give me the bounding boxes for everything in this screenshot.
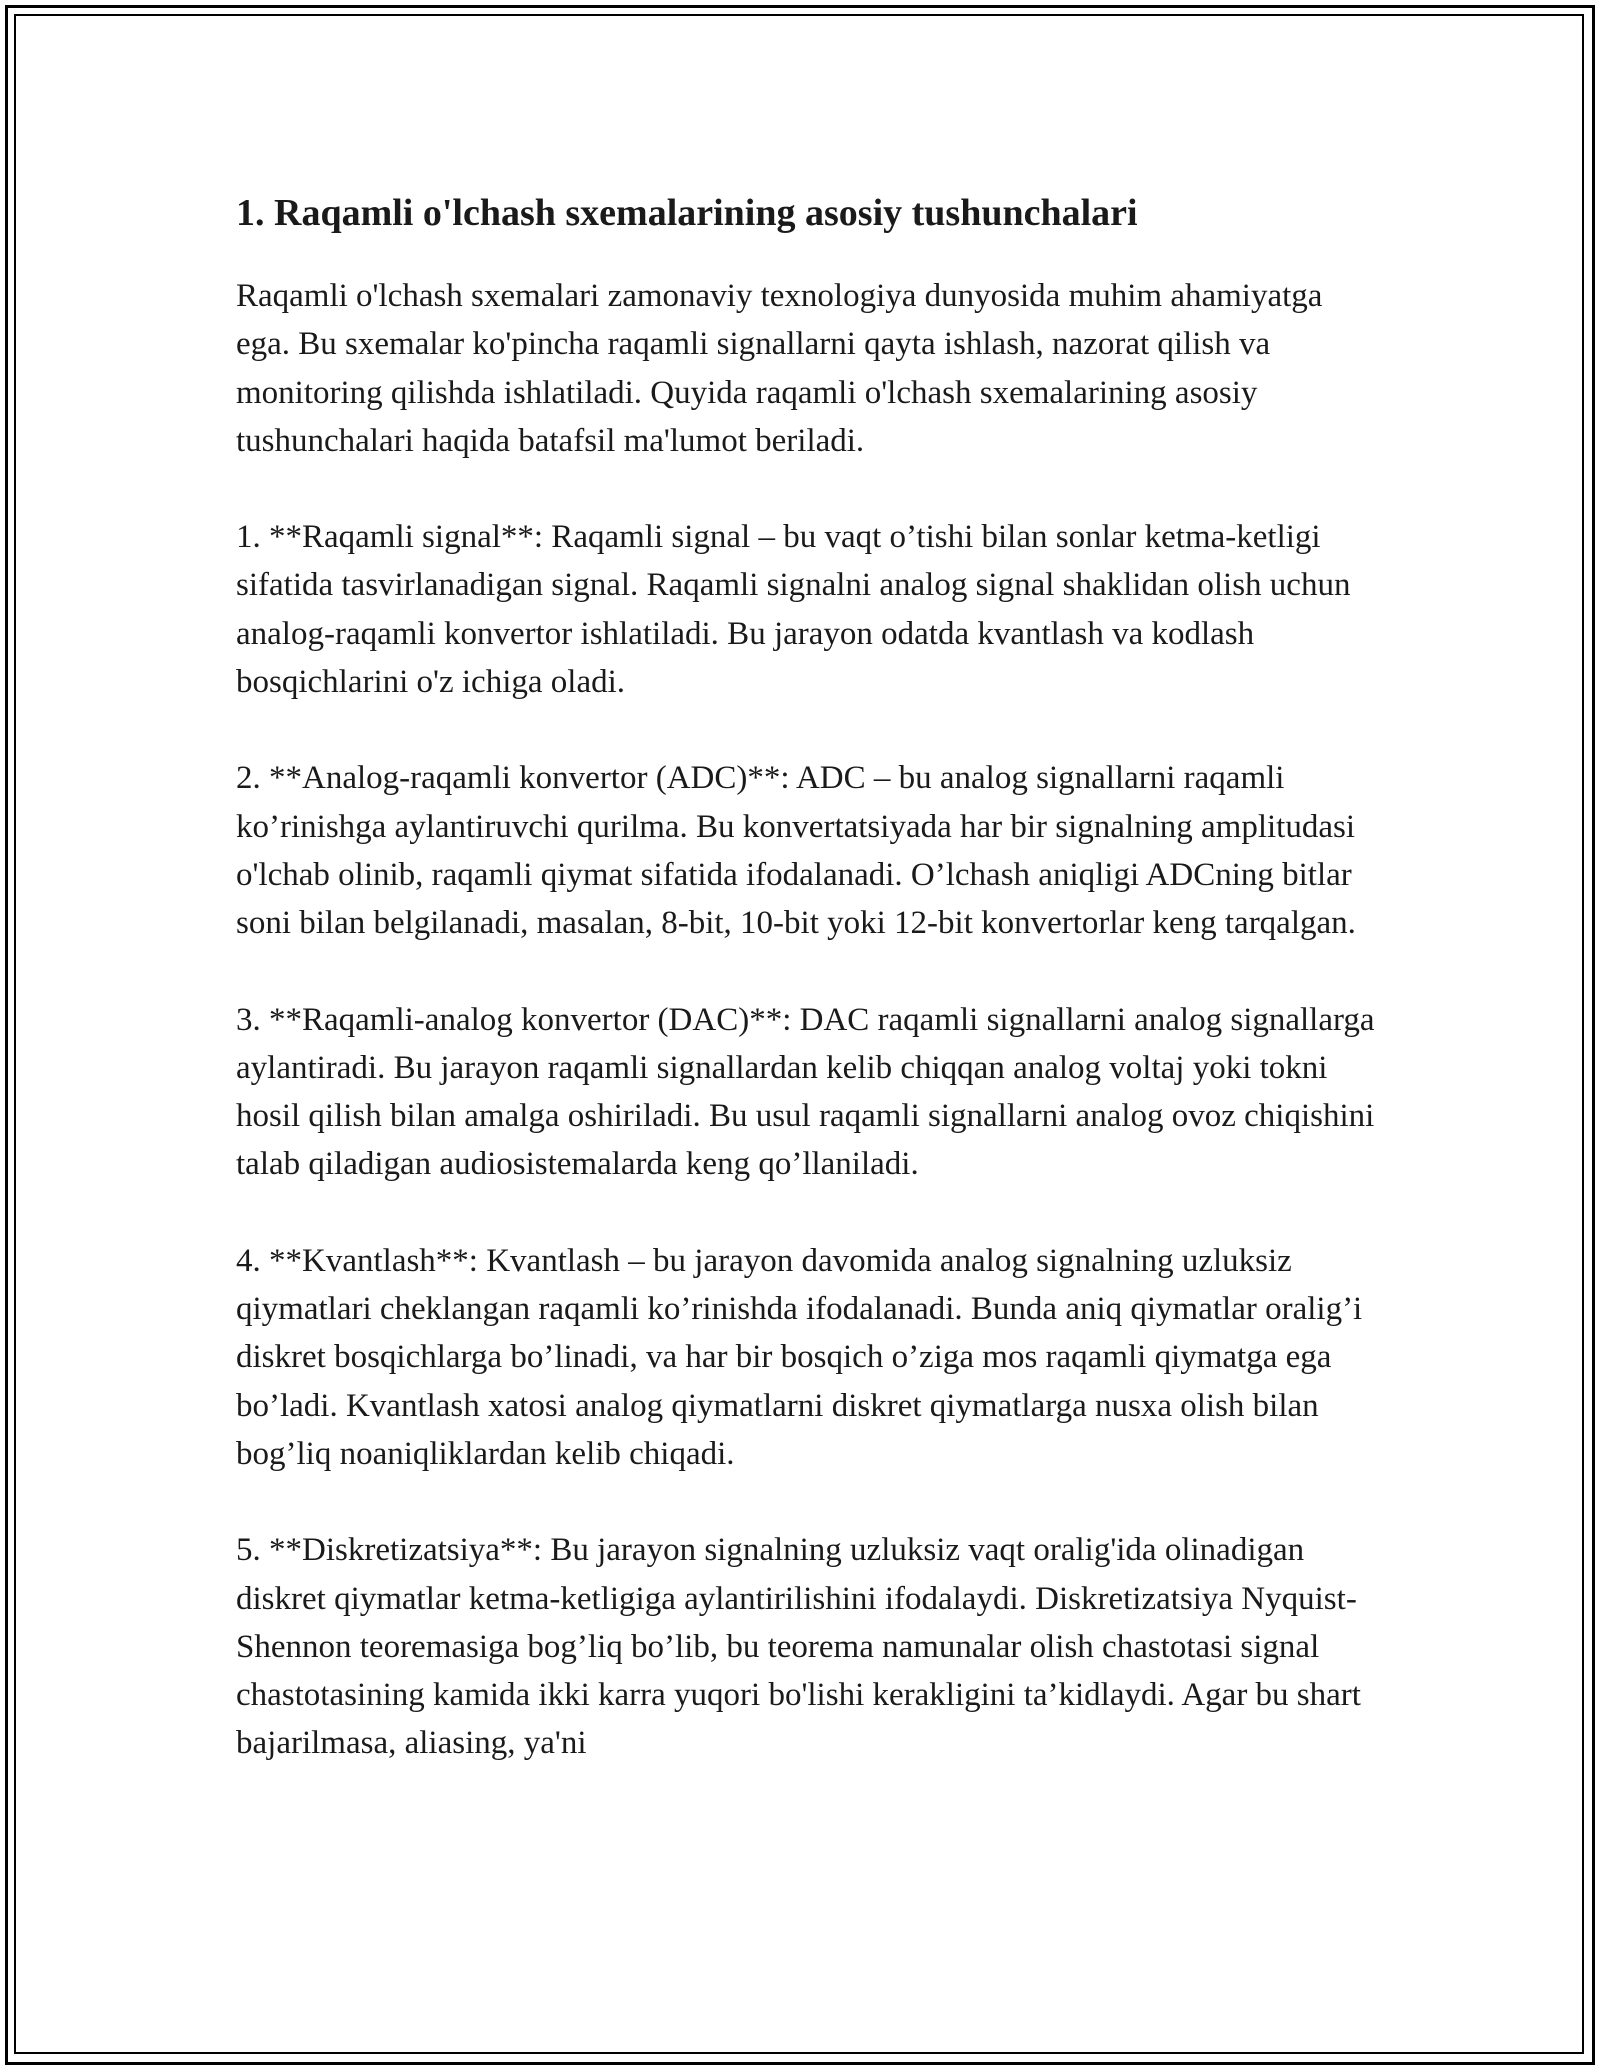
section-heading: 1. Raqamli o'lchash sxemalarining asosiy tushunchalari (236, 192, 1138, 234)
paragraph-adc: 2. **Analog-raqamli konvertor (ADC)**: ADC – bu analog signallarni raqamli ko’rinishga aylantiruvchi qurilma. Bu konvertatsiyada har bir signalning amplitudasi o'lchab olinib, raqamli qiymat sifatida ifodalanadi. O’lchash aniqligi ADCning bitlar soni bilan belgilanadi, masalan, 8-bit, 10-bit yoki 12-bit konvertorlar keng tarqalgan. (236, 760, 1356, 942)
document-body (236, 180, 1376, 1816)
paragraph-dac: 3. **Raqamli-analog konvertor (DAC)**: DAC raqamli signallarni analog signallarga aylantiradi. Bu jarayon raqamli signallardan kelib chiqqan analog voltaj yoki tokni hosil qilish bilan amalga oshiriladi. Bu usul raqamli signallarni analog ovoz chiqishini talab qiladigan audiosistemalarda keng qo’llaniladi. (236, 1001, 1375, 1183)
paragraph-diskretizatsiya: 5. **Diskretizatsiya**: Bu jarayon signalning uzluksiz vaqt oralig'ida olinadigan diskret qiymatlar ketma-ketligiga aylantirilishini ifodalaydi. Diskretizatsiya Nyquist-Shennon teoremasiga bog’liq bo’lib, bu teorema namunalar olish chastotasi signal chastotasining kamida ikki karra yuqori bo'lishi kerakligini ta’kidlaydi. Agar bu shart bajarilmasa, aliasing, ya'ni (236, 1532, 1361, 1762)
paragraph-kvantlash: 4. **Kvantlash**: Kvantlash – bu jarayon davomida analog signalning uzluksiz qiymatlari cheklangan raqamli ko’rinishda ifodalanadi. Bunda aniq qiymatlar oralig’i diskret bosqichlarga bo’linadi, va har bir bosqich o’ziga mos raqamli qiymatga ega bo’ladi. Kvantlash xatosi analog qiymatlarni diskret qiymatlarga nusxa olish bilan bog’liq noaniqliklardan kelib chiqadi. (236, 1242, 1363, 1472)
paragraph-raqamli-signal: 1. **Raqamli signal**: Raqamli signal – bu vaqt o’tishi bilan sonlar ketma-ketligi sifatida tasvirlanadigan signal. Raqamli signalni analog signal shaklidan olish uchun analog-raqamli konvertor ishlatiladi. Bu jarayon odatda kvantlash va kodlash bosqichlarini o'z ichiga oladi. (236, 519, 1351, 701)
intro-paragraph: Raqamli o'lchash sxemalari zamonaviy texnologiya dunyosida muhim ahamiyatga ega. Bu sxemalar ko'pincha raqamli signallarni qayta ishlash, nazorat qilish va monitoring qilishda ishlatiladi. Quyida raqamli o'lchash sxemalarining asosiy tushunchalari haqida batafsil ma'lumot beriladi. (236, 278, 1323, 459)
